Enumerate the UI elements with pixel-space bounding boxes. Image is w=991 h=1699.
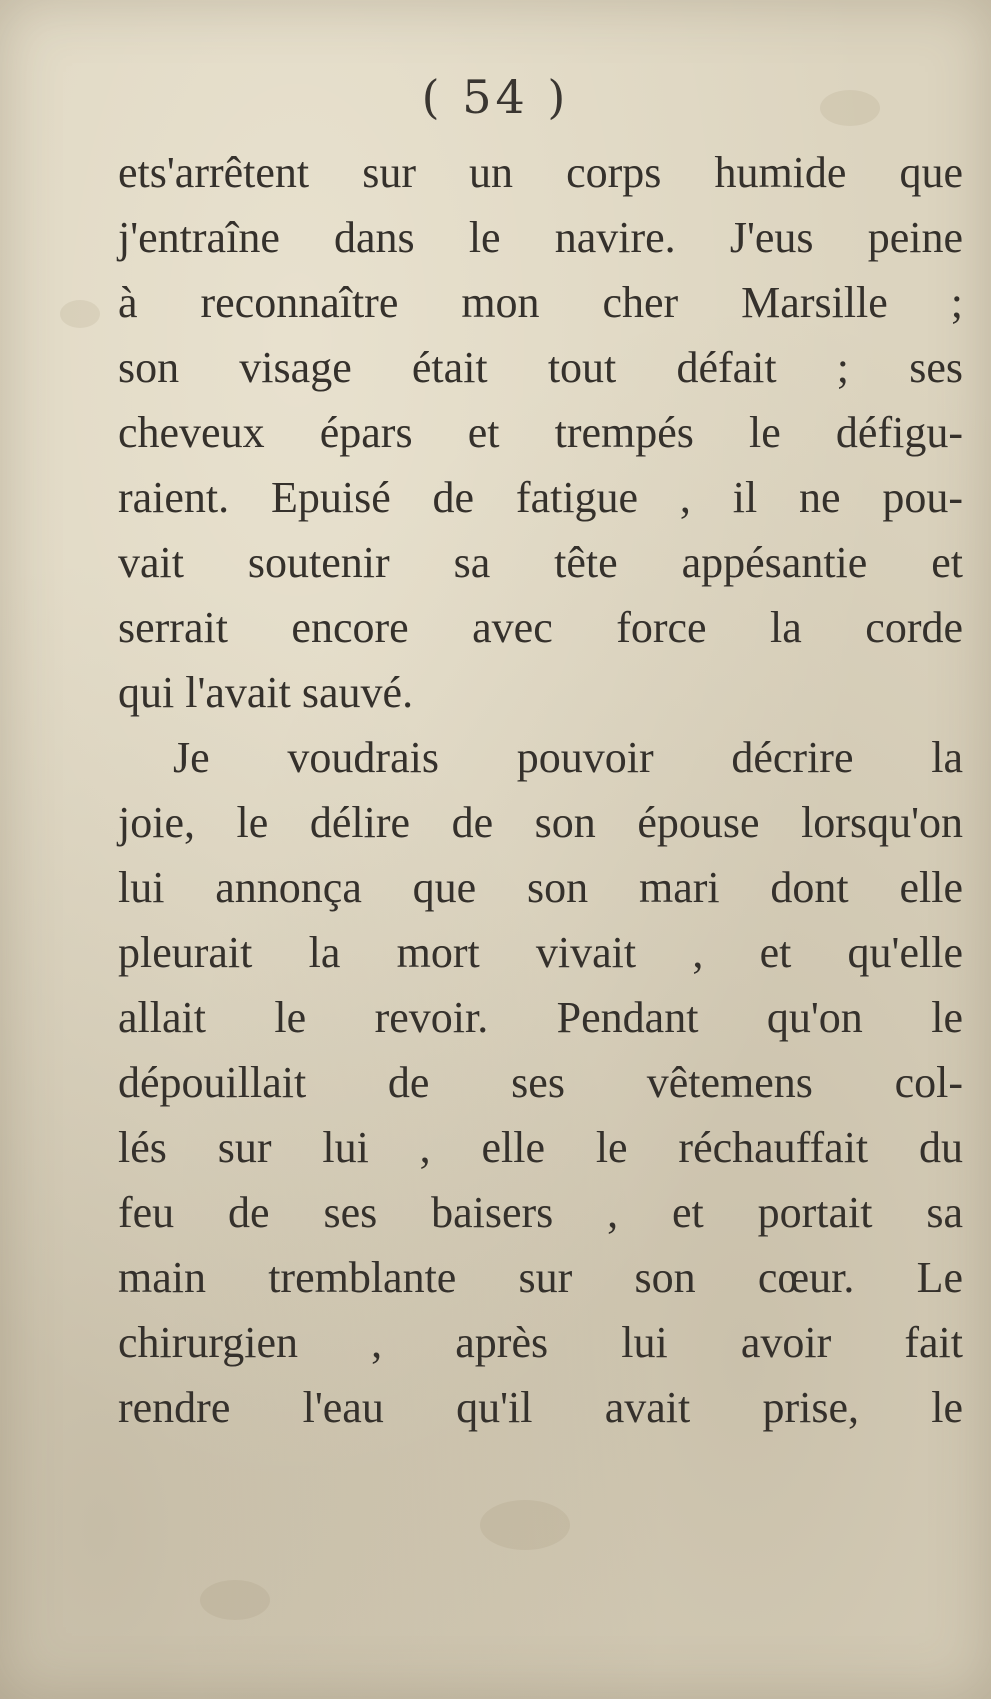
- text-line: j'entraîne dans le navire. J'eus peine: [118, 213, 963, 262]
- text-line: rendre l'eau qu'il avait prise, le: [118, 1383, 963, 1432]
- text-line: feu de ses baisers , et portait sa: [118, 1188, 963, 1237]
- text-line: vait soutenir sa tête appésantie et: [118, 538, 963, 587]
- text-line: raient. Epuisé de fatigue , il ne pou-: [118, 473, 963, 522]
- text-line: serrait encore avec force la corde: [118, 603, 963, 652]
- text-line: ets'arrêtent sur un corps humide que: [118, 148, 963, 197]
- text-line: son visage était tout défait ; ses: [118, 343, 963, 392]
- text-line: dépouillait de ses vêtemens col-: [118, 1058, 963, 1107]
- text-line: à reconnaître mon cher Marsille ;: [118, 278, 963, 327]
- text-line: Je voudrais pouvoir décrire la: [173, 733, 963, 782]
- text-line: lés sur lui , elle le réchauffait du: [118, 1123, 963, 1172]
- paper-stain: [480, 1500, 570, 1550]
- paper-stain: [200, 1580, 270, 1620]
- text-line: lui annonça que son mari dont elle: [118, 863, 963, 912]
- text-line: pleurait la mort vivait , et qu'elle: [118, 928, 963, 977]
- text-line: cheveux épars et trempés le défigu-: [118, 408, 963, 457]
- text-line: chirurgien , après lui avoir fait: [118, 1318, 963, 1367]
- text-line: qui l'avait sauvé.: [118, 668, 414, 717]
- text-line: allait le revoir. Pendant qu'on le: [118, 993, 963, 1042]
- page-number: ( 54 ): [421, 70, 570, 124]
- body-text: [118, 140, 963, 1440]
- text-line: joie, le délire de son épouse lorsqu'on: [118, 798, 963, 847]
- paper-stain: [60, 300, 100, 328]
- text-line: main tremblante sur son cœur. Le: [118, 1253, 963, 1302]
